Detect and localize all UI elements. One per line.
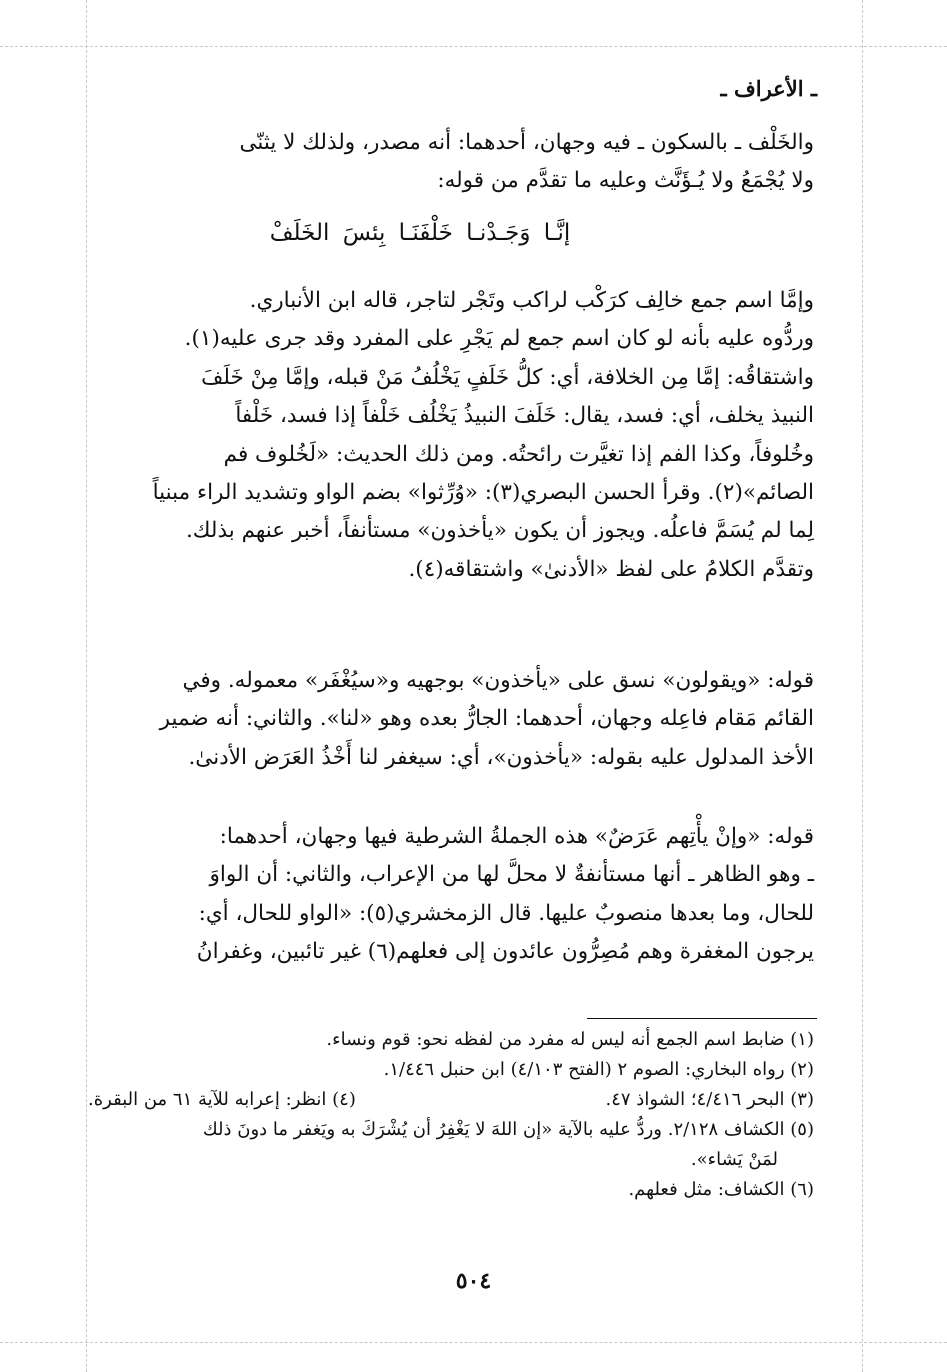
text-line: واشتقاقُه: إمَّا مِن الخلافة، أي: كلُّ خَلَفٍ يَخْلُفُ مَنْ قبله، وإمَّا مِنْ خَلَفَ — [201, 364, 814, 390]
text-line: قوله: «ويقولون» نسق على «يأخذون» بوجهيه و«سيُغْفَر» معموله. وفي — [182, 668, 814, 693]
footnote-4: (٤) انظر: إعرابه للآية ٦١ من البقرة. — [88, 1089, 356, 1110]
page-number: ٥٠٤ — [455, 1268, 492, 1294]
footnote-row-3-4 — [88, 1085, 814, 1115]
paragraph-1 — [88, 124, 814, 201]
scan-guide-line — [86, 0, 87, 1372]
footnote-5-continued: لمَنْ يَشاء». — [690, 1149, 778, 1170]
footnote-separator — [587, 1018, 817, 1019]
footnote-1: (١) ضابط اسم الجمع أنه ليس له مفرد من لفظه نحو: قوم ونساء. — [326, 1029, 814, 1050]
text-line: يرجون المغفرة وهم مُصِرُّون عائدون إلى فعلهم(٦) غير تائبين، وغفرانُ — [196, 939, 814, 965]
footnote-3: (٣) البحر ٤/٤١٦؛ الشواذ ٤٧. — [605, 1089, 814, 1110]
poetry-verse: إنَّـا وَجَـدْنـا خَلْفَنَـا بِئسَ الخَلَفْ — [269, 220, 571, 246]
paragraph-3 — [88, 662, 814, 777]
text-line: وتقدَّم الكلامُ على لفظ «الأدنىٰ» واشتقاقه(٤). — [408, 556, 814, 582]
text-line: لِما لم يُسَمَّ فاعلُه. ويجوز أن يكون «يأخذون» مستأنفاً، أخبر عنهم بذلك. — [185, 518, 814, 544]
footnote-5: (٥) الكشاف ٢/١٢٨. وردُّ عليه بالآية «إن اللهَ لا يَغْفِرُ أن يُشْرَكَ به ويَغفر ما دونَ ذلك — [202, 1119, 814, 1140]
text-line: ولا يُجْمَعُ ولا يُـؤَنَّث وعليه ما تقدَّم من قوله: — [437, 168, 814, 194]
scan-guide-line — [0, 1342, 947, 1343]
text-line: قوله: «وإنْ يأْتِهم عَرَضٌ» هذه الجملةُ الشرطية فيها وجهان، أحدهما: — [219, 824, 814, 849]
scan-guide-line — [0, 46, 947, 47]
text-line: الأخذ المدلول عليه بقوله: «يأخذون»، أي: سيغفر لنا أَخْذُ العَرَض الأدنىٰ. — [188, 744, 814, 770]
footnotes — [88, 1025, 814, 1205]
text-line: الصائم»(٢). وقرأ الحسن البصري(٣): «وُرِّثوا» بضم الواو وتشديد الراء مبنياً — [152, 480, 814, 506]
text-line: وردُّوه عليه بأنه لو كان اسم جمع لم يَجْرِ على المفرد وقد جرى عليه(١). — [184, 326, 814, 352]
text-line: ـ وهو الظاهر ـ أنها مستأنفةٌ لا محلَّ لها من الإعراب، والثاني: أن الواوَ — [209, 862, 814, 888]
running-title: ـ الأعراف ـ — [720, 76, 817, 101]
text-line: والخَلْف ـ بالسكون ـ فيه وجهان، أحدهما: أنه مصدر، ولذلك لا يثنّى — [239, 130, 814, 155]
scan-guide-line — [862, 0, 863, 1372]
paragraph-4 — [88, 818, 814, 972]
footnote-2: (٢) رواه البخاري: الصوم ٢ (الفتح ٤/١٠٣) ابن حنبل ١/٤٤٦. — [383, 1059, 814, 1080]
footnote-6: (٦) الكشاف: مثل فعلهم. — [628, 1179, 814, 1200]
text-line: للحال، وما بعدها منصوبٌ عليها. قال الزمخشري(٥): «الواو للحال، أي: — [198, 900, 814, 926]
paragraph-2 — [88, 282, 814, 589]
text-line: النبيذ يخلف، أي: فسد، يقال: خَلَفَ النبيذُ يَخْلُف خَلْفاً إذا فسد، خَلْفاً — [235, 403, 814, 429]
text-line: القائم مَقام فاعِله وجهان، أحدهما: الجارُّ بعده وهو «لنا». والثاني: أنه ضمير — [159, 706, 814, 732]
text-line: وخُلوفاً، وكذا الفم إذا تغيَّرت رائحتُه. ومن ذلك الحديث: «لَخُلوف فم — [223, 441, 814, 467]
text-line: وإمَّا اسم جمع خالِف كرَكْب لراكب وتَجْر لتاجر، قاله ابن الأنباري. — [249, 288, 814, 313]
